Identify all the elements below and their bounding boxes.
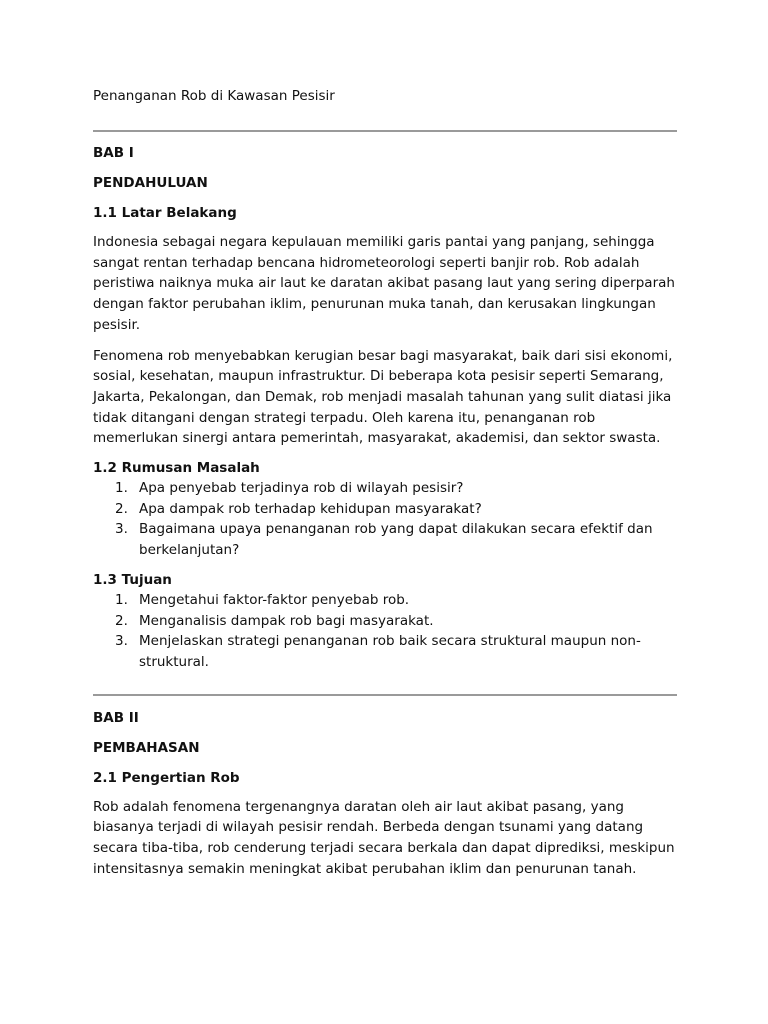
document-title: Penanganan Rob di Kawasan Pesisir xyxy=(93,88,335,104)
list-number: 3. xyxy=(115,521,128,538)
list-item xyxy=(93,611,679,632)
list-item-text: Apa dampak rob terhadap kehidupan masyarakat? xyxy=(139,500,482,517)
list-item xyxy=(93,478,679,499)
numbered-list xyxy=(93,478,683,561)
section-title: 1.3 Tujuan xyxy=(93,571,172,588)
list-item xyxy=(93,519,679,560)
chapter-label: BAB I xyxy=(93,145,134,161)
list-number: 3. xyxy=(115,633,128,650)
section-title: 2.1 Pengertian Rob xyxy=(93,769,240,786)
list-number: 2. xyxy=(115,612,128,629)
paragraph: Rob adalah fenomena tergenangnya daratan oleh air laut akibat pasang, yang biasanya terjadi di wilayah pesisir rendah. Berbeda dengan tsunami yang datang secara tiba-tiba, rob cenderung terjadi secara berkala dan dapat diprediksi, meskipun intensitasnya semakin meningkat akibat perubahan iklim dan penurunan tanah. xyxy=(93,798,675,877)
list-item xyxy=(93,590,679,611)
list-number: 1. xyxy=(115,591,128,608)
section-title: 1.1 Latar Belakang xyxy=(93,205,237,221)
chapter-heading: PEMBAHASAN xyxy=(93,739,200,756)
document-body xyxy=(93,86,683,879)
section-divider xyxy=(93,130,677,132)
chapter-label: BAB II xyxy=(93,709,139,726)
numbered-list xyxy=(93,590,683,673)
chapter-heading: PENDAHULUAN xyxy=(93,175,208,191)
list-item-text: Mengetahui faktor-faktor penyebab rob. xyxy=(139,591,410,608)
list-item xyxy=(93,499,679,520)
paragraph: Indonesia sebagai negara kepulauan memiliki garis pantai yang panjang, sehingga sangat rentan terhadap bencana hidrometeorologi seperti banjir rob. Rob adalah peristiwa naiknya muka air laut ke daratan akibat pasang laut yang sering diperparah dengan faktor perubahan iklim, penurunan muka tanah, dan kerusakan lingkungan pesisir. xyxy=(93,234,675,333)
list-item-text: Bagaimana upaya penanganan rob yang dapat dilakukan secara efektif dan berkelanjutan? xyxy=(139,521,653,559)
list-number: 2. xyxy=(115,500,128,517)
paragraph: Fenomena rob menyebabkan kerugian besar bagi masyarakat, baik dari sisi ekonomi, sosial, kesehatan, maupun infrastruktur. Di beberapa kota pesisir seperti Semarang, Jakarta, Pekalongan, dan Demak, rob menjadi masalah tahunan yang sulit diatasi jika tidak ditangani dengan strategi terpadu. Oleh karena itu, penanganan rob memerlukan sinergi antara pemerintah, masyarakat, akademisi, dan sektor swasta. xyxy=(93,347,673,447)
list-item-text: Menjelaskan strategi penanganan rob baik secara struktural maupun non-struktural. xyxy=(139,633,641,670)
section-title: 1.2 Rumusan Masalah xyxy=(93,460,260,477)
list-number: 1. xyxy=(115,480,128,497)
list-item xyxy=(93,631,679,672)
list-item-text: Apa penyebab terjadinya rob di wilayah pesisir? xyxy=(139,480,464,497)
section-divider xyxy=(93,694,677,696)
list-item-text: Menganalisis dampak rob bagi masyarakat. xyxy=(139,612,434,629)
